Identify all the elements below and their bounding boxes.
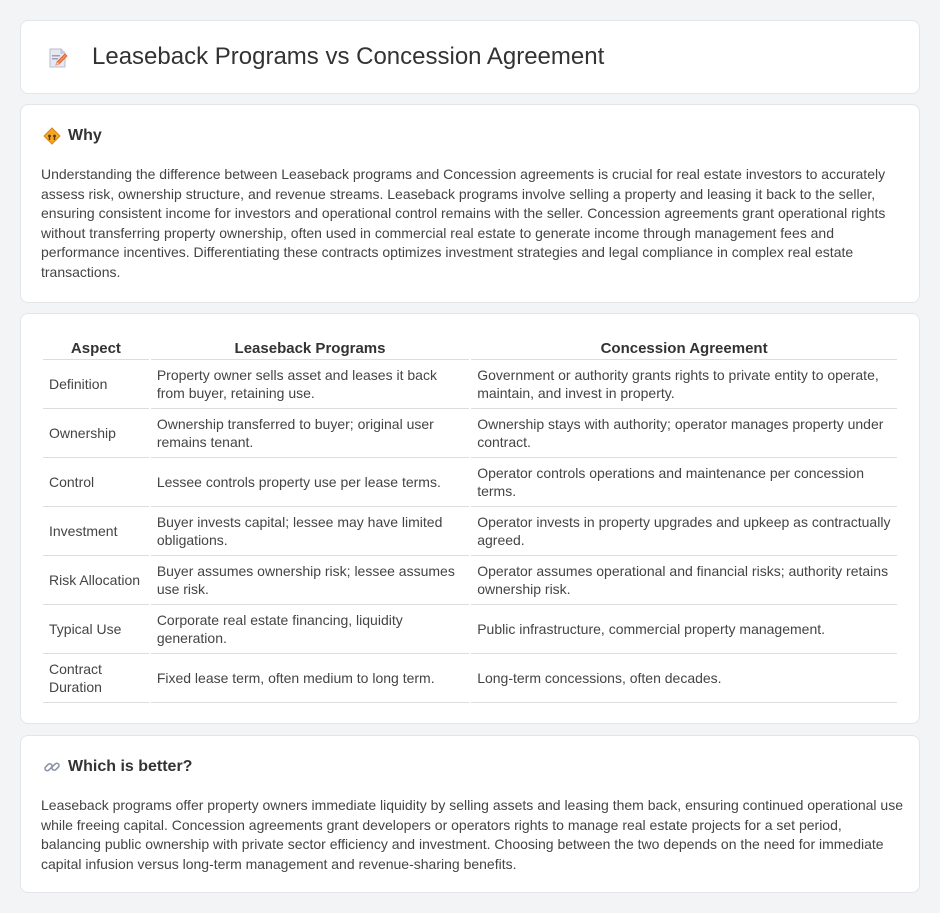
comparison-table-card (20, 313, 920, 724)
concession-cell: Operator assumes operational and financial risks; authority retains ownership risk. (471, 556, 897, 605)
which-text: Leaseback programs offer property owners immediate liquidity by selling assets and leasing them back, ensuring continued operational use while freeing capital. Concession agreements grant developers or operators rights to manage real estate projects for a set period, balancing public ownership with private sector efficiency and investment. Choosing between the two depends on the need for immediate capital infusion versus long-term management and revenue-sharing benefits. (41, 797, 904, 872)
leaseback-cell: Buyer invests capital; lessee may have limited obligations. (151, 507, 469, 556)
table-row (43, 556, 897, 605)
table-header-row (43, 334, 897, 360)
aspect-cell: Typical Use (43, 605, 149, 654)
table-row (43, 605, 897, 654)
leaseback-cell: Ownership transferred to buyer; original user remains tenant. (151, 409, 469, 458)
aspect-cell: Risk Allocation (43, 556, 149, 605)
concession-cell: Long-term concessions, often decades. (471, 654, 897, 703)
aspect-cell: Contract Duration (43, 654, 149, 703)
diamond-sign-icon (43, 127, 61, 145)
aspect-cell: Investment (43, 507, 149, 556)
concession-cell: Operator controls operations and maintenance per concession terms. (471, 458, 897, 507)
header-concession: Concession Agreement (471, 334, 897, 360)
concession-cell: Government or authority grants rights to private entity to operate, maintain, and invest in property. (471, 360, 897, 409)
which-section (20, 735, 920, 893)
aspect-cell: Control (43, 458, 149, 507)
header-card (20, 20, 920, 94)
leaseback-cell: Buyer assumes ownership risk; lessee assumes use risk. (151, 556, 469, 605)
comparison-table (41, 334, 899, 703)
header-aspect: Aspect (43, 334, 149, 360)
page-title: Leaseback Programs vs Concession Agreement (92, 43, 605, 70)
leaseback-cell: Fixed lease term, often medium to long term. (151, 654, 469, 703)
aspect-cell: Definition (43, 360, 149, 409)
header-leaseback: Leaseback Programs (151, 334, 469, 360)
table-row (43, 458, 897, 507)
table-row (43, 654, 897, 703)
leaseback-cell: Corporate real estate financing, liquidity generation. (151, 605, 469, 654)
leaseback-cell: Lessee controls property use per lease terms. (151, 458, 469, 507)
why-title: Why (68, 127, 102, 144)
table-row (43, 507, 897, 556)
aspect-cell: Ownership (43, 409, 149, 458)
why-heading (43, 127, 102, 145)
which-heading (43, 758, 192, 776)
link-icon (43, 758, 61, 776)
document-edit-icon (47, 47, 69, 69)
why-text: Understanding the difference between Leaseback programs and Concession agreements is crucial for real estate investors to accurately assess risk, ownership structure, and revenue streams. Leaseback programs involve selling a property and leasing it back to the seller, ensuring consistent income for investors and operational control remains with the seller. Concession agreements grant operational rights without transferring property ownership, often used in commercial real estate to generate income through management fees and performance incentives. Differentiating these contracts optimizes investment strategies and legal compliance in complex real estate transactions. (41, 166, 886, 280)
why-section (20, 104, 920, 303)
concession-cell: Operator invests in property upgrades and upkeep as contractually agreed. (471, 507, 897, 556)
leaseback-cell: Property owner sells asset and leases it back from buyer, retaining use. (151, 360, 469, 409)
which-title: Which is better? (68, 758, 193, 775)
table-row (43, 360, 897, 409)
table-row (43, 409, 897, 458)
concession-cell: Public infrastructure, commercial property management. (471, 605, 897, 654)
concession-cell: Ownership stays with authority; operator manages property under contract. (471, 409, 897, 458)
